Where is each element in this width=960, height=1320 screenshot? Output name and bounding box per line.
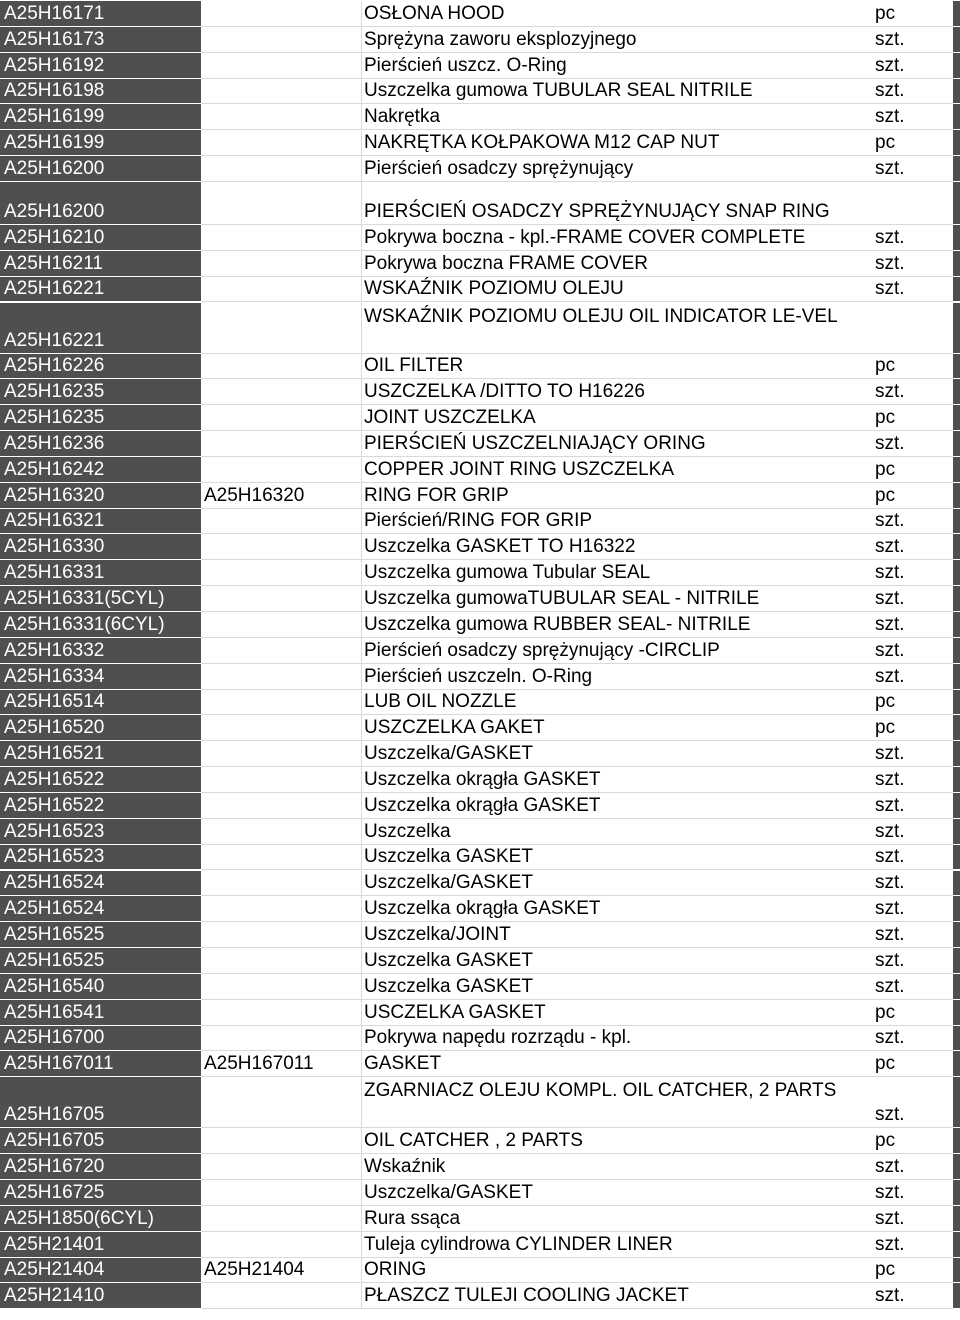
reference-cell xyxy=(202,225,362,251)
part-number-cell: A25H16321 xyxy=(0,509,202,535)
description-cell: Pierścień uszcz. O-Ring xyxy=(362,53,873,79)
reference-cell xyxy=(202,251,362,277)
part-number-cell: A25H16524 xyxy=(0,871,202,897)
unit-cell: szt. xyxy=(873,948,953,974)
description-cell: Uszczelka GASKET TO H16322 xyxy=(362,534,873,560)
row-edge xyxy=(953,182,960,225)
unit-cell: szt. xyxy=(873,225,953,251)
unit-cell: szt. xyxy=(873,251,953,277)
row-edge xyxy=(953,509,960,535)
description-cell: Rura ssąca xyxy=(362,1206,873,1232)
reference-cell xyxy=(202,79,362,105)
description-cell: Pierścień osadczy sprężynujący -CIRCLIP xyxy=(362,638,873,664)
description-cell: USCZELKA GASKET xyxy=(362,1000,873,1026)
unit-cell: szt. xyxy=(873,664,953,690)
part-number-cell: A25H16332 xyxy=(0,638,202,664)
unit-cell: szt. xyxy=(873,431,953,457)
part-number-cell: A25H16173 xyxy=(0,27,202,53)
table-row xyxy=(0,130,960,156)
description-cell: JOINT USZCZELKA xyxy=(362,405,873,431)
unit-cell: pc xyxy=(873,405,953,431)
part-number-cell: A25H16520 xyxy=(0,715,202,741)
unit-cell: szt. xyxy=(873,638,953,664)
reference-cell xyxy=(202,612,362,638)
part-number-cell: A25H16521 xyxy=(0,741,202,767)
table-row xyxy=(0,483,960,509)
reference-cell: A25H16320 xyxy=(202,483,362,509)
row-edge xyxy=(953,690,960,716)
table-row xyxy=(0,1051,960,1077)
description-cell: OIL FILTER xyxy=(362,354,873,380)
reference-cell xyxy=(202,845,362,871)
table-row xyxy=(0,27,960,53)
description-cell: Pokrywa boczna - kpl.-FRAME COVER COMPLETE xyxy=(362,225,873,251)
description-cell: Uszczelka GASKET xyxy=(362,845,873,871)
row-edge xyxy=(953,431,960,457)
table-row xyxy=(0,586,960,612)
part-number-cell: A25H16720 xyxy=(0,1154,202,1180)
unit-cell: pc xyxy=(873,1128,953,1154)
unit-cell: szt. xyxy=(873,1077,953,1128)
unit-cell: pc xyxy=(873,1258,953,1284)
reference-cell xyxy=(202,277,362,303)
part-number-cell: A25H21401 xyxy=(0,1232,202,1258)
table-row xyxy=(0,379,960,405)
description-cell: Pierścień osadczy sprężynujący xyxy=(362,156,873,182)
part-number-cell: A25H16700 xyxy=(0,1026,202,1052)
row-edge xyxy=(953,664,960,690)
part-number-cell: A25H16320 xyxy=(0,483,202,509)
description-cell: Uszczelka okrągła GASKET xyxy=(362,793,873,819)
table-row xyxy=(0,225,960,251)
reference-cell xyxy=(202,819,362,845)
row-edge xyxy=(953,922,960,948)
reference-cell xyxy=(202,741,362,767)
reference-cell xyxy=(202,871,362,897)
row-edge xyxy=(953,457,960,483)
description-cell: Nakrętka xyxy=(362,104,873,130)
description-cell: PIERŚCIEŃ OSADCZY SPRĘŻYNUJĄCY SNAP RING xyxy=(362,182,873,225)
reference-cell xyxy=(202,922,362,948)
row-edge xyxy=(953,483,960,509)
table-row xyxy=(0,431,960,457)
unit-cell: pc xyxy=(873,715,953,741)
description-cell: Uszczelka gumowa RUBBER SEAL- NITRILE xyxy=(362,612,873,638)
unit-cell: szt. xyxy=(873,922,953,948)
part-number-cell: A25H16199 xyxy=(0,104,202,130)
reference-cell xyxy=(202,664,362,690)
reference-cell xyxy=(202,948,362,974)
description-cell: PŁASZCZ TULEJI COOLING JACKET xyxy=(362,1283,873,1309)
row-edge xyxy=(953,871,960,897)
unit-cell xyxy=(873,303,953,354)
description-cell: Wskaźnik xyxy=(362,1154,873,1180)
part-number-cell: A25H16525 xyxy=(0,922,202,948)
description-cell: Uszczelka gumowa Tubular SEAL xyxy=(362,560,873,586)
reference-cell xyxy=(202,303,362,354)
table-row xyxy=(0,1258,960,1284)
reference-cell xyxy=(202,104,362,130)
reference-cell xyxy=(202,534,362,560)
reference-cell xyxy=(202,1154,362,1180)
row-edge xyxy=(953,1000,960,1026)
part-number-cell: A25H16235 xyxy=(0,379,202,405)
description-cell: Uszczelka xyxy=(362,819,873,845)
row-edge xyxy=(953,79,960,105)
reference-cell: A25H21404 xyxy=(202,1258,362,1284)
row-edge xyxy=(953,793,960,819)
table-row xyxy=(0,251,960,277)
table-row xyxy=(0,793,960,819)
part-number-cell: A25H16211 xyxy=(0,251,202,277)
part-number-cell: A25H16524 xyxy=(0,896,202,922)
table-row xyxy=(0,767,960,793)
part-number-cell: A25H16242 xyxy=(0,457,202,483)
reference-cell xyxy=(202,1283,362,1309)
row-edge xyxy=(953,251,960,277)
reference-cell xyxy=(202,27,362,53)
part-number-cell: A25H16210 xyxy=(0,225,202,251)
row-edge xyxy=(953,767,960,793)
part-number-cell: A25H16226 xyxy=(0,354,202,380)
table-row xyxy=(0,1000,960,1026)
row-edge xyxy=(953,53,960,79)
row-edge xyxy=(953,586,960,612)
part-number-cell: A25H16198 xyxy=(0,79,202,105)
table-row xyxy=(0,509,960,535)
table-row xyxy=(0,845,960,871)
reference-cell xyxy=(202,156,362,182)
table-row xyxy=(0,1,960,27)
table-row xyxy=(0,922,960,948)
description-cell: Pierścień uszczeln. O-Ring xyxy=(362,664,873,690)
row-edge xyxy=(953,612,960,638)
reference-cell xyxy=(202,1000,362,1026)
reference-cell xyxy=(202,130,362,156)
row-edge xyxy=(953,896,960,922)
table-row xyxy=(0,715,960,741)
unit-cell: szt. xyxy=(873,612,953,638)
description-cell: ZGARNIACZ OLEJU KOMPL. OIL CATCHER, 2 PARTS xyxy=(362,1077,873,1128)
unit-cell xyxy=(873,182,953,225)
unit-cell: szt. xyxy=(873,509,953,535)
row-edge xyxy=(953,354,960,380)
unit-cell: szt. xyxy=(873,896,953,922)
description-cell: Uszczelka okrągła GASKET xyxy=(362,767,873,793)
description-cell: Uszczelka gumowa TUBULAR SEAL NITRILE xyxy=(362,79,873,105)
row-edge xyxy=(953,104,960,130)
part-number-cell: A25H21404 xyxy=(0,1258,202,1284)
table-row xyxy=(0,156,960,182)
unit-cell: szt. xyxy=(873,819,953,845)
table-row xyxy=(0,1206,960,1232)
reference-cell xyxy=(202,715,362,741)
reference-cell xyxy=(202,457,362,483)
unit-cell: szt. xyxy=(873,871,953,897)
unit-cell: szt. xyxy=(873,79,953,105)
description-cell: Uszczelka gumowaTUBULAR SEAL - NITRILE xyxy=(362,586,873,612)
part-number-cell: A25H16331 xyxy=(0,560,202,586)
table-row xyxy=(0,354,960,380)
reference-cell xyxy=(202,690,362,716)
reference-cell xyxy=(202,638,362,664)
part-number-cell: A25H16221 xyxy=(0,277,202,303)
part-number-cell: A25H16331(5CYL) xyxy=(0,586,202,612)
reference-cell xyxy=(202,767,362,793)
table-row xyxy=(0,79,960,105)
description-cell: COPPER JOINT RING USZCZELKA xyxy=(362,457,873,483)
part-number-cell: A25H16523 xyxy=(0,819,202,845)
table-row xyxy=(0,741,960,767)
table-row xyxy=(0,53,960,79)
unit-cell: pc xyxy=(873,483,953,509)
row-edge xyxy=(953,1258,960,1284)
part-number-cell: A25H16541 xyxy=(0,1000,202,1026)
table-row xyxy=(0,638,960,664)
unit-cell: szt. xyxy=(873,1026,953,1052)
reference-cell: A25H167011 xyxy=(202,1051,362,1077)
row-edge xyxy=(953,1,960,27)
table-row xyxy=(0,690,960,716)
description-cell: Pokrywa boczna FRAME COVER xyxy=(362,251,873,277)
reference-cell xyxy=(202,1232,362,1258)
part-number-cell: A25H16171 xyxy=(0,1,202,27)
reference-cell xyxy=(202,354,362,380)
unit-cell: szt. xyxy=(873,156,953,182)
unit-cell: szt. xyxy=(873,277,953,303)
unit-cell: szt. xyxy=(873,379,953,405)
description-cell: USZCZELKA GAKET xyxy=(362,715,873,741)
unit-cell: pc xyxy=(873,354,953,380)
table-row xyxy=(0,819,960,845)
description-cell: Uszczelka GASKET xyxy=(362,948,873,974)
description-cell: USZCZELKA /DITTO TO H16226 xyxy=(362,379,873,405)
reference-cell xyxy=(202,379,362,405)
unit-cell: szt. xyxy=(873,53,953,79)
unit-cell: szt. xyxy=(873,845,953,871)
unit-cell: pc xyxy=(873,457,953,483)
unit-cell: szt. xyxy=(873,1180,953,1206)
unit-cell: szt. xyxy=(873,974,953,1000)
part-number-cell: A25H16334 xyxy=(0,664,202,690)
part-number-cell: A25H16221 xyxy=(0,303,202,354)
table-row xyxy=(0,974,960,1000)
part-number-cell: A25H16525 xyxy=(0,948,202,974)
table-row xyxy=(0,104,960,130)
table-row xyxy=(0,612,960,638)
unit-cell: szt. xyxy=(873,793,953,819)
table-row xyxy=(0,1283,960,1309)
part-number-cell: A25H16725 xyxy=(0,1180,202,1206)
row-edge xyxy=(953,303,960,354)
row-edge xyxy=(953,1232,960,1258)
reference-cell xyxy=(202,1026,362,1052)
reference-cell xyxy=(202,560,362,586)
row-edge xyxy=(953,974,960,1000)
row-edge xyxy=(953,1180,960,1206)
description-cell: LUB OIL NOZZLE xyxy=(362,690,873,716)
description-cell: OSŁONA HOOD xyxy=(362,1,873,27)
unit-cell: szt. xyxy=(873,27,953,53)
row-edge xyxy=(953,405,960,431)
unit-cell: szt. xyxy=(873,104,953,130)
row-edge xyxy=(953,534,960,560)
description-cell: ORING xyxy=(362,1258,873,1284)
row-edge xyxy=(953,1077,960,1128)
description-cell: NAKRĘTKA KOŁPAKOWA M12 CAP NUT xyxy=(362,130,873,156)
row-edge xyxy=(953,156,960,182)
table-row xyxy=(0,182,960,225)
description-cell: PIERŚCIEŃ USZCZELNIAJĄCY ORING xyxy=(362,431,873,457)
reference-cell xyxy=(202,974,362,1000)
reference-cell xyxy=(202,1180,362,1206)
part-number-cell: A25H1850(6CYL) xyxy=(0,1206,202,1232)
row-edge xyxy=(953,1154,960,1180)
table-row xyxy=(0,277,960,303)
part-number-cell: A25H16200 xyxy=(0,182,202,225)
table-row xyxy=(0,1154,960,1180)
description-cell: Uszczelka/GASKET xyxy=(362,741,873,767)
table-row xyxy=(0,1128,960,1154)
unit-cell: pc xyxy=(873,1000,953,1026)
unit-cell: pc xyxy=(873,1,953,27)
part-number-cell: A25H16331(6CYL) xyxy=(0,612,202,638)
description-cell: RING FOR GRIP xyxy=(362,483,873,509)
table-row xyxy=(0,405,960,431)
part-number-cell: A25H16236 xyxy=(0,431,202,457)
row-edge xyxy=(953,715,960,741)
description-cell: WSKAŹNIK POZIOMU OLEJU xyxy=(362,277,873,303)
part-number-cell: A25H16705 xyxy=(0,1128,202,1154)
row-edge xyxy=(953,277,960,303)
part-number-cell: A25H16330 xyxy=(0,534,202,560)
description-cell: Sprężyna zaworu eksplozyjnego xyxy=(362,27,873,53)
part-number-cell: A25H167011 xyxy=(0,1051,202,1077)
table-row xyxy=(0,1026,960,1052)
description-cell: WSKAŹNIK POZIOMU OLEJU OIL INDICATOR LE-VEL xyxy=(362,303,873,354)
unit-cell: szt. xyxy=(873,560,953,586)
unit-cell: pc xyxy=(873,130,953,156)
part-number-cell: A25H16522 xyxy=(0,767,202,793)
description-cell: Uszczelka okrągła GASKET xyxy=(362,896,873,922)
unit-cell: szt. xyxy=(873,534,953,560)
reference-cell xyxy=(202,431,362,457)
reference-cell xyxy=(202,1206,362,1232)
reference-cell xyxy=(202,182,362,225)
part-number-cell: A25H16200 xyxy=(0,156,202,182)
unit-cell: pc xyxy=(873,1051,953,1077)
description-cell: Tuleja cylindrowa CYLINDER LINER xyxy=(362,1232,873,1258)
row-edge xyxy=(953,845,960,871)
unit-cell: szt. xyxy=(873,1283,953,1309)
description-cell: Uszczelka/JOINT xyxy=(362,922,873,948)
unit-cell: pc xyxy=(873,690,953,716)
part-number-cell: A25H16192 xyxy=(0,53,202,79)
table-row xyxy=(0,871,960,897)
reference-cell xyxy=(202,1128,362,1154)
part-number-cell: A25H16235 xyxy=(0,405,202,431)
reference-cell xyxy=(202,793,362,819)
table-row xyxy=(0,1180,960,1206)
table-row xyxy=(0,560,960,586)
row-edge xyxy=(953,819,960,845)
reference-cell xyxy=(202,509,362,535)
unit-cell: szt. xyxy=(873,767,953,793)
part-number-cell: A25H16199 xyxy=(0,130,202,156)
row-edge xyxy=(953,638,960,664)
part-number-cell: A25H21410 xyxy=(0,1283,202,1309)
unit-cell: szt. xyxy=(873,1232,953,1258)
table-row xyxy=(0,1232,960,1258)
table-row xyxy=(0,896,960,922)
reference-cell xyxy=(202,586,362,612)
row-edge xyxy=(953,379,960,405)
reference-cell xyxy=(202,405,362,431)
row-edge xyxy=(953,560,960,586)
row-edge xyxy=(953,1026,960,1052)
row-edge xyxy=(953,1051,960,1077)
part-number-cell: A25H16514 xyxy=(0,690,202,716)
part-number-cell: A25H16522 xyxy=(0,793,202,819)
row-edge xyxy=(953,1283,960,1309)
table-row xyxy=(0,534,960,560)
reference-cell xyxy=(202,896,362,922)
row-edge xyxy=(953,1128,960,1154)
row-edge xyxy=(953,1206,960,1232)
unit-cell: szt. xyxy=(873,586,953,612)
part-number-cell: A25H16523 xyxy=(0,845,202,871)
row-edge xyxy=(953,948,960,974)
description-cell: GASKET xyxy=(362,1051,873,1077)
unit-cell: szt. xyxy=(873,1206,953,1232)
description-cell: Uszczelka/GASKET xyxy=(362,1180,873,1206)
reference-cell xyxy=(202,1,362,27)
description-cell: Uszczelka/GASKET xyxy=(362,871,873,897)
unit-cell: szt. xyxy=(873,741,953,767)
table-row xyxy=(0,303,960,354)
table-row xyxy=(0,457,960,483)
description-cell: Uszczelka GASKET xyxy=(362,974,873,1000)
description-cell: Pierścień/RING FOR GRIP xyxy=(362,509,873,535)
part-number-cell: A25H16705 xyxy=(0,1077,202,1128)
row-edge xyxy=(953,27,960,53)
reference-cell xyxy=(202,53,362,79)
part-number-cell: A25H16540 xyxy=(0,974,202,1000)
reference-cell xyxy=(202,1077,362,1128)
row-edge xyxy=(953,225,960,251)
unit-cell: szt. xyxy=(873,1154,953,1180)
table-row xyxy=(0,1077,960,1128)
table-row xyxy=(0,948,960,974)
table-row xyxy=(0,664,960,690)
row-edge xyxy=(953,741,960,767)
row-edge xyxy=(953,130,960,156)
description-cell: Pokrywa napędu rozrządu - kpl. xyxy=(362,1026,873,1052)
description-cell: OIL CATCHER , 2 PARTS xyxy=(362,1128,873,1154)
